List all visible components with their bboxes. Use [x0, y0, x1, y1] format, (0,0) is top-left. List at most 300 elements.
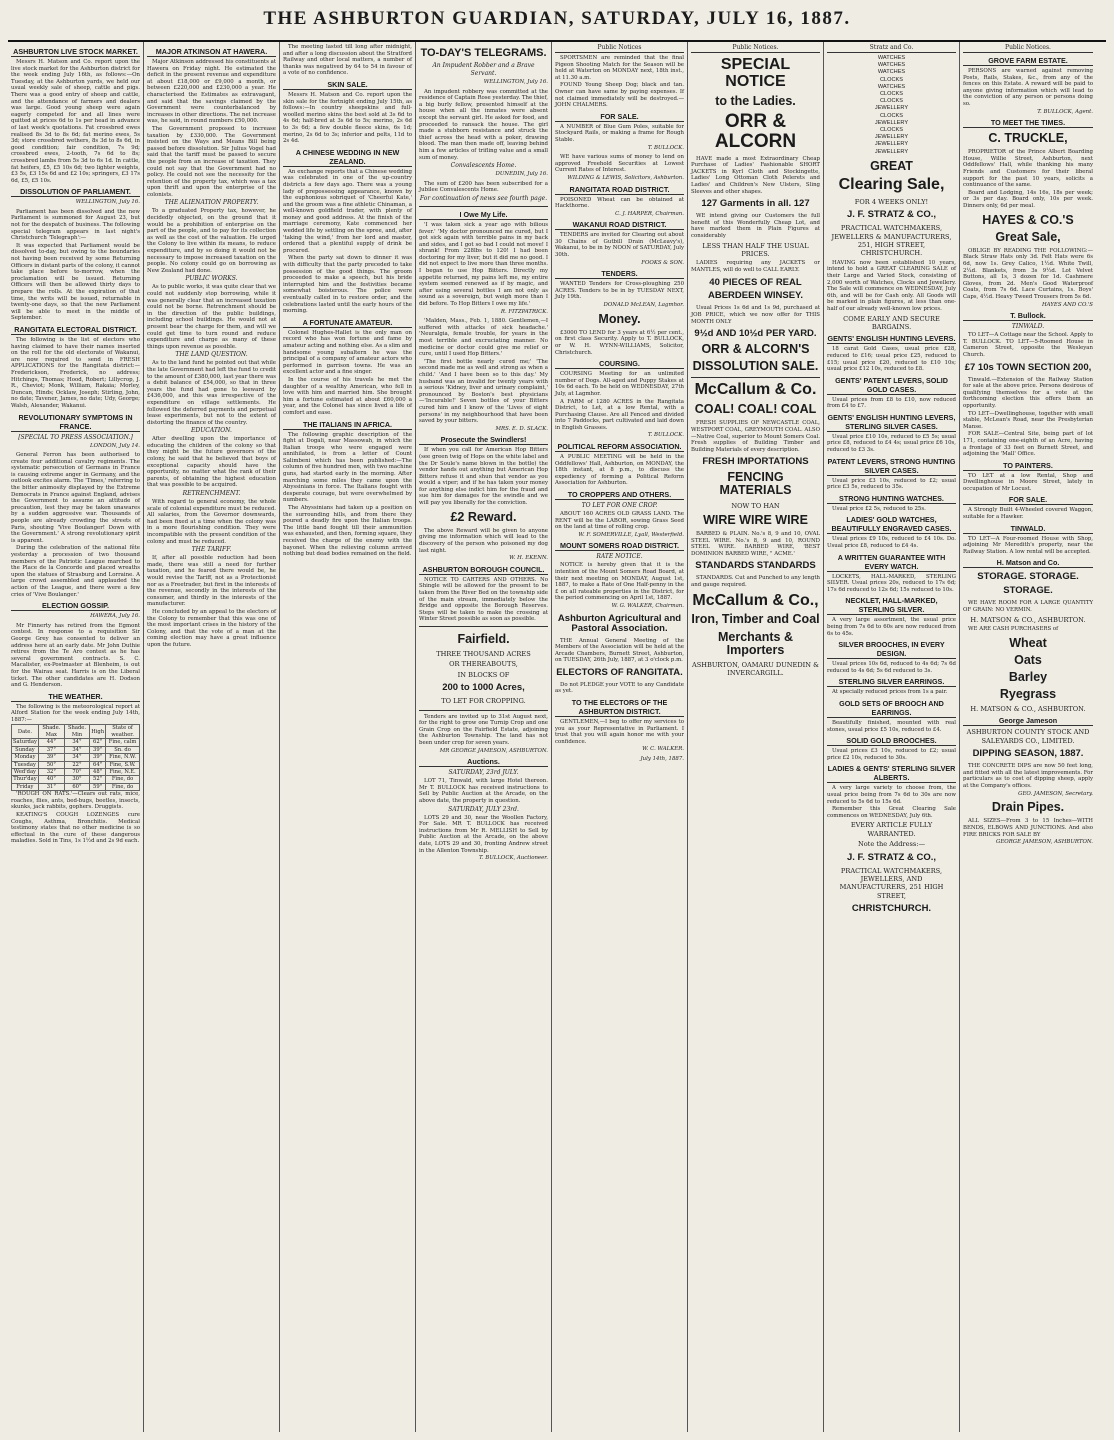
- notice-heading: FOR SALE.: [555, 112, 684, 122]
- weather-cell: 52°: [90, 776, 106, 783]
- column-7: [824, 42, 960, 1432]
- weather-header-cell: State of weather.: [106, 725, 140, 739]
- weather-cell: Sn. do: [106, 746, 140, 753]
- notice-heading: TO MEET THE TIMES.: [963, 118, 1093, 128]
- electors-rangitata-heading: ELECTORS OF RANGITATA.: [556, 666, 683, 678]
- column-6: [688, 42, 824, 1432]
- product-text: Usual price £3 10s, reduced to £2; usual price £3 5s, reduced to 35s.: [827, 477, 956, 491]
- signature: GEORGE JAMESON, ASHBURTON.: [996, 839, 1093, 846]
- notice-date: July 14th, 1887.: [640, 756, 684, 762]
- article-text: An exchange reports that a Chinese wedding was celebrated in one of the up-country districts a few days ago. There was a young lady of prepossessing appearance, known by the euphonious sobriquet of 'Cheerful Kate,' and the groom was a fine athletic Chinaman, a well-known goldfield trader, with plenty of money and good address. At the finish of the marriage ceremony, Kate commenced her wedded life by settling on the spree, and, after 'taking the wind,' from her lord and master, ordered that a plentiful supply of drink be procured.: [283, 168, 412, 254]
- headline-todays-telegrams: TO-DAY'S TELEGRAMS.: [420, 47, 547, 59]
- matson-line: H. MATSON & CO., ASHBURTON.: [970, 615, 1086, 624]
- product-text: At specially reduced prices from 1s a pair.: [832, 689, 948, 696]
- signature: C. J. HARPER, Chairman.: [615, 210, 684, 217]
- weather-cell: 22°: [64, 761, 89, 768]
- subheading: EDUCATION.: [191, 427, 232, 435]
- stack-line: CLOCKS: [879, 127, 903, 134]
- table-row: [12, 783, 140, 790]
- truckle-heading: C. TRUCKLE,: [988, 131, 1068, 146]
- signature: T. BULLOCK.: [647, 144, 684, 151]
- notice-text: TO LET—Dwellinghouse, together with small stable, McLean's Road, near the Presbyterian Manse.: [963, 410, 1093, 430]
- barley-heading: Barley: [1008, 669, 1048, 684]
- winsey-heading: 40 PIECES OF REAL: [709, 276, 802, 288]
- standards-heading: STANDARDS STANDARDS: [695, 560, 816, 572]
- product-text: Usual price £2 5s, reduced to 25s.: [832, 505, 926, 512]
- signature: T. BULLOCK, Agent.: [1037, 108, 1093, 115]
- headline-election-gossip: ELECTION GOSSIP.: [11, 601, 140, 611]
- advert-rough-on-rats: 'ROUGH ON RATS.'—Clears out rats, mice, roaches, flies, ants, bed-bugs, beetles, insects, skunks, jack rabbits, gophers. Druggists.: [11, 791, 140, 811]
- ryegrass-heading: Ryegrass: [999, 686, 1057, 701]
- notice-text: A NUMBER of Blue Gum Poles, suitable for Stockyard Rails, or making a frame for Rough Stable.: [555, 123, 684, 143]
- weather-cell: Fine, do: [106, 776, 140, 783]
- signature: W. H. EKENN.: [509, 555, 548, 562]
- wheat-heading: Wheat: [1009, 635, 1047, 650]
- headline-fortunate-amateur: A FORTUNATE AMATEUR.: [283, 318, 412, 328]
- stack-line: JEWELLERY: [874, 105, 909, 112]
- signature: DONALD McLEAN, Lagmhor.: [603, 302, 684, 309]
- weather-cell: Tuesday: [12, 761, 39, 768]
- weather-cell: 39°: [90, 746, 106, 753]
- notice-heading: FOR SALE.: [963, 495, 1093, 505]
- product-heading: STERLING SILVER EARRINGS.: [827, 677, 956, 687]
- signature: W. C. WALKER.: [642, 746, 684, 753]
- headline-major-atkinson: MAJOR ATKINSON AT HAWERA.: [147, 47, 276, 57]
- masthead: [0, 0, 1114, 40]
- signature: GEO. JAMESON, Secretary.: [1018, 790, 1093, 797]
- page-columns: [8, 40, 1106, 1436]
- notice-subheading: TO LET FOR ONE CROP.: [581, 502, 658, 510]
- fairfield-advert: [419, 626, 548, 711]
- article-text: After dwelling upon the importance of educating the children of the colony so that they might be the future governors of the colony, he said that he believed that boys of exceptional capacity should have the opportunity, no matter what the rank of their parents, of obtaining the highest education that was possible to be acquired.: [147, 436, 276, 489]
- fairfield-line: IN BLOCKS OF: [457, 670, 510, 679]
- advert-text: LADIES requiring any JACKETS or MANTLES, will do well to CALL EARLY.: [691, 260, 820, 273]
- bargains-line: COME EARLY AND SECURE BARGAINS.: [843, 314, 940, 331]
- article-text: Mr Finnerty has retired from the Egmont contest. In response to a requisition Sir George Grey has consented to deliver an address here at an early date. Mr John Duthie retires from the Te Aro contest as he has several government contracts. S. C. Macalister, ex-Postmaster at Blenheim, is out for the Wairau seat. Harris is on the Liberal ticket. The other candidates are H. Dodson and G. Henderson.: [11, 622, 140, 689]
- stack-line: CLOCKS: [879, 112, 903, 119]
- garments-heading: 127 Garments in all. 127: [701, 198, 810, 210]
- notice-heading: T. Bullock.: [963, 311, 1093, 321]
- notice-text: Tinwald.—Extension of the Railway Station for sale at the above price. Persons desirous of qualifying themselves for a vote at the forthcoming election this offers them an opportunity.: [963, 376, 1093, 409]
- weather-cell: 34°: [64, 754, 89, 761]
- notice-text: WANTED Tenders for Cross-ploughing 250 ACRES. Tenders to be in by TUESDAY NEXT, July 19th.: [555, 281, 684, 301]
- notice-text: COURSING Meeting for an unlimited number of Dogs. All-aged and Puppy Stakes at 10s 6d each. To be held on WEDNESDAY, 27th July, at Lagmhor.: [555, 371, 684, 397]
- stack-line: CLOCKS: [879, 98, 903, 105]
- headline-rangitata-electoral: RANGITATA ELECTORAL DISTRICT.: [11, 325, 140, 335]
- headline-revolutionary-france: REVOLUTIONARY SYMPTOMS IN FRANCE.: [11, 413, 140, 432]
- advert-text: The above Reward will be given to anyone giving me information which will lead to the discovery of the person who poisoned my dog last night.: [419, 527, 548, 554]
- weather-cell: Thur'day: [13, 776, 37, 783]
- article-text: As to public works, it was quite clear that we could not suddenly stop borrowing, while it was generally clear that an increased taxation could not be borne. Retrenchment should be in the direction of the public buildings, including school buildings. He would not at present bear the charge for them, and will we could get time to turn round and reduce expenditure and charge as many of these things upon revenue as possible.: [147, 284, 276, 350]
- weather-cell: 34°: [64, 739, 89, 746]
- price-per-yard: 9½d AND 10½d PER YARD.: [694, 328, 817, 340]
- headline-chinese-wedding: A CHINESE WEDDING IN NEW ZEALAND.: [283, 148, 412, 167]
- dissolution-sale-heading: DISSOLUTION SALE.: [692, 359, 819, 374]
- signature: T. BULLOCK, Auctioneer.: [479, 855, 548, 862]
- product-text: LOCKETS, HALL-MARKED, STERLING SILVER. Usual prices 20s, reduced to 17s 6d; 17s 6d reduced to 12s 6d; 15s reduced to 10s.: [827, 573, 956, 593]
- article-text: It was expected that Parliament would be dissolved to-day, but owing to the boundaries not having been received by some Returning Officers in distant parts of the colony, it cannot take place before to-morrow, when the proclamation will be issued. Returning Officers will then be allowed thirty days to prepare the rolls. At the expiration of that time, the writs will be issued, returnable in twenty-one days, so that the new Parliament will be able to meet in the middle of September.: [11, 242, 140, 322]
- advert-text: FRESH SUPPLIES OF NEWCASTLE COAL, WESTPORT COAL, GREYMOUTH COAL. ALSO—Native Coal, superior to Mount Somers Coal. Fresh supplies of Building Timber and Building Materials of every description.: [691, 420, 820, 453]
- subheading: THE TARIFF.: [191, 546, 232, 554]
- signature: W. G. WALKER, Chairman.: [611, 602, 684, 609]
- notice-heading: RANGITATA ROAD DISTRICT.: [555, 185, 684, 195]
- notice-heading: COURSING.: [555, 359, 684, 369]
- advert-text: STANDARDS. Cut and Punched to any length and gauge required.: [691, 575, 820, 589]
- headline-dissolution: DISSOLUTION OF PARLIAMENT.: [11, 187, 140, 197]
- advert-text: HAVING now been established 10 years, intend to hold a GREAT CLEARING SALE of their Large and Varied Stock, consisting of 2,000 worth of Watches, Clocks and Jewellery. The Sale will commence on WEDNESDAY, July 6th, and will be for Cash only. All Goods will be marked in plain figures, at less than one-half of our already well-known low prices.: [827, 259, 956, 312]
- advert-text: NOTICE TO CARTERS AND OTHERS. No Shingle will be allowed for the present to be taken from the River Bed on the township side of the main stream, immediately below the Bridge and opposite the Borough Reserves. Steps will be taken to make the crossing at Winter Street possible as soon as possible.: [419, 576, 548, 623]
- notice-heading: MOUNT SOMERS ROAD DISTRICT.: [555, 541, 684, 551]
- weather-cell: 48°: [90, 768, 106, 775]
- article-text: With regard to general economy, the whole scale of colonial expenditure must be reduced. All salaries, from the Governor downwards, had been fixed at a time when the colony was in a more flourishing condition. They were incompatible with the present condition of the colony and must be reduced.: [147, 499, 276, 545]
- great-heading: GREAT: [870, 158, 913, 173]
- headline-borough-council: ASHBURTON BOROUGH COUNCIL.: [419, 565, 548, 575]
- agricultural-association-heading: Ashburton Agricultural and Pastoral Association.: [557, 612, 682, 634]
- dateline: WELLINGTON, July 16.: [483, 79, 548, 85]
- product-heading: STRONG HUNTING WATCHES.: [827, 494, 956, 504]
- column-heading: Public Notices.: [691, 44, 820, 53]
- advert-text: 'I was taken sick a year ago with bilious fever.' 'My doctor pronounced me cured, but I got sick again with terrible pains in my back and sides, and I got so bad I could not move! I shrank! From 228lbs to 120! I had been doctoring for my liver, but it did me no good. I did not expect to live more than three months. I began to use Hop Bitters. Directly my appetite returned, my pains left me, my entire system seemed renewed as if by magic, and after using several bottles I am not only as sound as a sovereign, but weigh more than I did before. To Hop Bitters I owe my life.': [419, 221, 548, 308]
- advert-keatings-lozenges: KEATING'S COUGH LOZENGES cure Coughs, Asthma, Bronchitis. Medical testimony states that no other medicine is so effectual in the cure of these dangerous maladies. Sold in Tins, 1s 1½d and 2s 9d each.: [11, 811, 140, 845]
- dateline: HAWERA, July 16.: [90, 613, 140, 620]
- oats-heading: Oats: [1014, 652, 1042, 667]
- product-text: Beautifully finished, mounted with real stones, usual price £5 10s, reduced to £4.: [827, 719, 956, 733]
- weather-cell: 39°: [90, 754, 106, 761]
- subheading: THE ALIENATION PROPERTY.: [164, 199, 259, 207]
- notice-heading: GROVE FARM ESTATE.: [963, 56, 1093, 66]
- article-text: If, after all possible reduction had been made, there was still a need for further taxation, and he feared there would be, he would revise the Tariff, not as a Protectionist nor as a Freetrader, but first in the interests of the revenue, secondly in the interests of the consumer, and thirdly in the interests of the manufacturer.: [147, 555, 276, 608]
- weather-cell: 30°: [64, 776, 89, 783]
- article-text: The sum of £200 has been subscribed for a Jubilee Convalescents Home.: [419, 180, 548, 194]
- headline-owe-my-life: I Owe My Life.: [419, 210, 548, 220]
- weather-cell: Fine, do: [106, 783, 140, 790]
- notice-text: GENTLEMEN,—I beg to offer my services to you as your Representative in Parliament. I trust that you will again honor me with your confidence.: [555, 719, 684, 745]
- weather-cell: Friday: [12, 783, 39, 790]
- article-text: The Abyssinians had taken up a position on the surrounding hills, and from there they poured a deadly fire upon the Italian troops. The little band fought till their ammunition was exhausted, and then, forming square, they received the charge of the enemy with the bayonet. When the relieving column arrived nothing but dead bodies remained on the field.: [283, 505, 412, 558]
- stratz-heading-2: J. F. STRATZ & CO.,: [846, 851, 937, 863]
- notice-text: Board and Lodging, 14s 16s, 18s per week; or 3s per day. Board only, 10s per week. Dinners only, 6d per meal.: [963, 189, 1093, 210]
- drain-pipes-heading: Drain Pipes.: [991, 800, 1065, 815]
- article-text: Colonel Hughes-Hallet is the only man on record who has won fortune and fame by amateur acting and nothing else. As a slim and handsome young subaltern he was the principal of a company of amateur actors who performed in garrison towns. He was an excellent actor and a fine singer.: [283, 329, 412, 376]
- article-text: The Government proposed to increase taxation by £330,000. The Government insisted on the Ways and Means Bill being passed before dissolution. Sir Julius Vogel had said that the tariff must be passed to secure the people from an increase of taxation. They could not say that the Government had no policy. He could not see the necessity for the retention of the property tax, which was a tax upon thrift and upon the enterprise of the colonists.: [147, 125, 276, 198]
- signature: T. BULLOCK.: [647, 432, 684, 439]
- product-text: Usual prices 10s 6d, reduced to 4s 6d; 7s 6d reduced to 4s 6d; 5s 6d reduced to 3s.: [827, 661, 956, 674]
- notice-text: POISONED Wheat can be obtained at Hackthorne.: [555, 196, 684, 210]
- clearing-sale-heading: Clearing Sale,: [838, 175, 945, 193]
- article-text: The following is the list of electors who having claimed to have their names inserted on the roll for the old electorate of Wakanui, are now required to send in FRESH APPLICATIONS for the Rangitata district:—Frederickson, Frederick, no address; Hitchings, Thomas; Hood, Robert; Lillycrop, J. R., Cheviot; Monk, William, Rakaia; Morley, Duncan, Hinds; Ocklaw, Joseph; Stirling, John, no date; Tavener, James, no date; Udy, George; Walsh, Alexander, Wakanui.: [11, 336, 140, 409]
- signature: HAYES AND CO.'S: [1041, 301, 1093, 308]
- notice-text: A Strongly Built 4-Wheeled covered Waggon, suitable for a Hawker.: [963, 507, 1093, 521]
- subheading: RETRENCHMENT.: [182, 490, 241, 498]
- article-text: General Ferron has been authorised to create four additional cavalry regiments. The systematic persecution of Germans in France is causing extreme anger in Germany, and the outlook excites alarm. The 'Times,' referring to the bitter animosity displayed by the Extreme Democrats in France against England, advises the Government to assume an attitude of precaution, lest they may be taken unawares by a sudden aggressive war. Thousands of people are already crowding the streets of Paris, shouting 'Vive Boulanger! Down with the Government.' A strong revolutionary spirit is apparent.: [11, 452, 140, 544]
- notice-heading: TO CROPPERS AND OTHERS.: [555, 490, 684, 500]
- orr-alcorn-heading: ORR & ALCORN: [714, 110, 797, 152]
- notice-text: WE HAVE ROOM FOR A LARGE QUANTITY OF GRAIN: NO VERMIN.: [963, 600, 1093, 613]
- notice-heading: POLITICAL REFORM ASSOCIATION.: [555, 442, 684, 452]
- column-heading: Stratz and Co.: [827, 44, 956, 53]
- dateline: WELLINGTON, July 16.: [75, 199, 140, 206]
- table-row: [12, 776, 140, 783]
- mccallum-heading-2: McCallum & Co.,: [692, 591, 819, 609]
- weather-cell: 60°: [64, 783, 89, 790]
- headline-live-stock: ASHBURTON LIVE STOCK MARKET.: [11, 47, 140, 57]
- branches-line: ASHBURTON, OAMARU DUNEDIN & INVERCARGILL.: [692, 660, 819, 678]
- weather-cell: Sunday: [12, 746, 39, 753]
- headline-italians-africa: THE ITALIANS IN AFRICA.: [283, 420, 412, 430]
- notice-heading: TENDERS.: [555, 269, 684, 279]
- notice-heading: TINWALD.: [963, 524, 1093, 534]
- notice-text: ALL SIZES—From 3 to 15 Inches—WITH BENDS, ELBOWS AND JUNCTIONS. And also FIRE BRICKS FOR SALE BY: [963, 818, 1093, 838]
- subheading: PUBLIC WORKS.: [185, 275, 238, 283]
- notice-text: WE ARE CASH PURCHASERS of: [968, 625, 1059, 632]
- dateline: DUNEDIN, July 16.: [495, 171, 548, 178]
- product-text: Remember this Great Clearing Sale commences on WEDNESDAY, July 6th.: [827, 806, 956, 819]
- table-row: [12, 761, 140, 768]
- fairfield-line: OR THEREABOUTS,: [449, 660, 518, 669]
- notice-text: ABOUT 160 ACRES OLD GRASS LAND. The RENT will be the LABOR, sowing Grass Seed on the land at time of rolling crop.: [555, 511, 684, 531]
- notice-text: Do not PLEDGE your VOTE to any Candidate as yet.: [555, 681, 684, 695]
- notice-subheading: TINWALD.: [1011, 323, 1045, 331]
- signature: W. F. SOMERVILLE, Lyall, Westerfield.: [578, 531, 684, 538]
- fairfield-line: THREE THOUSAND ACRES: [436, 650, 531, 659]
- subheading: THE LAND QUESTION.: [175, 351, 248, 359]
- product-heading: SOLID GOLD BROOCHES.: [827, 736, 956, 746]
- watches-clocks-stack: [827, 55, 956, 156]
- auction-date: SATURDAY, JULY 23rd.: [448, 805, 519, 813]
- product-heading: LADIES & GENTS' STERLING SILVER ALBERTS.: [827, 764, 956, 783]
- article-text: The meeting lasted till long after midnight, and after a long discussion about the Stratford Railway and other local matters, a number of thanks was negatived by 64 to 54 in favour of a vote of no confidence.: [283, 44, 412, 77]
- article-text: The following is the meteorological report at Alford Station for the week ending July 14th, 1887:—: [11, 703, 140, 723]
- notice-heading: TO PAINTERS.: [963, 461, 1093, 471]
- weather-cell: 32°: [38, 768, 64, 775]
- column-8: [960, 42, 1096, 1432]
- weather-cell: 31°: [38, 783, 64, 790]
- continuation-note: For continuation of news see fourth page.: [419, 194, 548, 202]
- column-heading: Public Notices: [555, 44, 684, 53]
- advert-text: Usual Prices 1s 6d and 1s 9d, purchased at JOB PRICE, which we now offer for THIS MONTH ONLY: [691, 305, 820, 325]
- weather-cell: Monday: [12, 754, 39, 761]
- mccallum-heading: McCallum & Co.: [694, 381, 817, 399]
- divider: [691, 377, 820, 378]
- advert-text: WE intend giving our Customers the full benefit of this Wonderfully Cheap Lot, and have marked them in Plain Figures at considerably: [691, 213, 820, 239]
- stratz-heading: J. F. STRATZ & CO.,: [846, 209, 937, 221]
- article-text: During the celebration of the national fête yesterday a procession of two thousand members of the Patriotic League marched to the Place de la Concorde and placed wreaths upon the statues of Strasburg and Lorraine. A large crowd assembled and applauded the action of the League, and there were a few cries of 'Vive Boulanger.': [11, 545, 140, 598]
- notice-text: THE Annual General Meeting of the Members of the Association will be held at the Arcade Chambers, Burnett Street, Ashburton, on TUESDAY, 26th July, 1887, at 3 o'clock p.m.: [555, 637, 684, 664]
- subheading: An Impudent Robber and a Brave Servant.: [432, 62, 535, 77]
- weather-table-header: [12, 725, 140, 739]
- fresh-importations-heading: FRESH IMPORTATIONS: [702, 456, 809, 468]
- notice-text: TO LET—A Four-roomed House with Shop, adjoining Mr Meredith's property, near the Railway Station. A low rental will be accepted.: [963, 535, 1093, 555]
- article-text: Major Atkinson addressed his constituents at Hawera on Friday night. He estimated the deficit in the present revenue and expenditure at about £18,000 or £9,000 a month, or between £220,000 and £230,000 a year. He characterised the Estimates as extravagant, and said that the savings claimed by the Government were counterbalanced by increases in other directions. The net increase was, he said, in round numbers £50,000.: [147, 59, 276, 125]
- weather-cell: 50°: [38, 761, 64, 768]
- matson-line-2: H. MATSON & CO., ASHBURTON.: [970, 705, 1086, 714]
- subheading: Convalescents Home.: [450, 162, 517, 170]
- notice-heading: TO THE ELECTORS OF THE ASHBURTON DISTRICT.: [555, 698, 684, 717]
- article-text: Messrs H. Matson and Co. report upon the skin sale for the fortnight ending July 15th, as follows:—In country sheepskins and full-woolled merino skins the best sold at 3s 6d to 4s 6d; half-bred at 3s 6d to 5s; merino, 2s 6d to 3s 6d; a few double fleece skins, 6s 1d; merino, 2s 6d to 3s; inferior and pelts, 11d to 2s 4d.: [283, 91, 412, 145]
- fairfield-acres: 200 to 1000 Acres,: [442, 682, 525, 694]
- article-text: The following graphic description of the fight at Dogali, near Massowah, in which the Italian troops who were engaged were annihilated, is from a letter of Count Salimbeni which has been published:—The column of five hundred men, with two machine guns, had started early in the morning. After marching some miles they came upon the Abyssinians in force. The Italians fought with desperate courage, but were overwhelmed by numbers.: [283, 431, 412, 504]
- product-heading: PATENT LEVERS, STRONG HUNTING SILVER CASES.: [827, 456, 956, 475]
- product-heading: A WRITTEN GUARANTEE WITH EVERY WATCH.: [827, 553, 956, 572]
- weather-cell: 70°: [64, 768, 89, 775]
- advert-text: Tenders are invited up to 31st August next, for the right to grow one Turnip Crop and one Grain Crop on the Fairfield Estate, adjoining the Ashburton Township. The land has not been under crop for seven years.: [419, 713, 548, 746]
- stack-line: JEWELLERY: [874, 148, 909, 155]
- notice-text: FOR SALE—Central Site, being part of lot 171, containing one-eighth of an Acre, having a frontage of 33 feet on Burnett Street, and adjoining the 'Mall' Office.: [963, 431, 1093, 458]
- product-heading: LADIES' GOLD WATCHES, BEAUTIFULLY ENGRAVED CASES.: [827, 515, 956, 534]
- signature: MR GEORGE JAMESON, ASHBURTON.: [439, 747, 548, 754]
- notice-text: TO LET at a low Rental, Shop and Dwellinghouse in Moore Street, lately in occupation of Mr Locust.: [963, 472, 1093, 492]
- wire-heading: WIRE WIRE WIRE: [703, 512, 808, 527]
- advert-text: LOTS 29 and 30, near the Woollen Factory, For Sale. MR T. BULLOCK has received instructions from Mr R. MELLISH to Sell by Public Auction at the Arcade, on the above date, LOTS 29 and 30, fronting Andrew street in the Allenton Township.: [419, 814, 548, 854]
- column-1: [8, 42, 144, 1432]
- notice-text: £3000 TO LEND for 3 years at 6½ per cent., on first class Security. Apply to T. BULLOCK, or W. H. WYNN-WILLIAMS, Solicitor, Christchurch.: [555, 329, 684, 356]
- stack-line: CLOCKS: [879, 76, 903, 83]
- signature: MRS. E. D. SLACK.: [495, 425, 548, 432]
- article-text: As to the land fund he pointed out that while the late Government had left the fund to credit to the amount of £380,000, last year there was a debit balance of £54,000, so that in three years the fund had gone to leeward by £436,000, and this was irrespective of the expenditure on village settlements. He followed the deferred payments and perpetual lease experiments, but not to the extent of distorting the finance of the country.: [147, 360, 276, 426]
- article-text: An impudent robbery was committed at the residence of Captain Rose yesterday. The thief, a big burly fellow, presented himself at the house when all the inmates were absent except the servant girl. He asked for food, and proceeded to ransack the house. The girl made a stubborn resistance and struck the thief across the head with a poker, drawing blood. The man then made off, leaving behind him a few articles of trifling value and a small sum of money.: [419, 88, 548, 161]
- weather-cell: 59°: [90, 783, 106, 790]
- address-note: Note the Address:—: [857, 840, 926, 849]
- notice-text: TENDERS are invited for Clearing out about 30 Chains of Gutbill Drain (McLeavy's), Wakanui, to be in by NOON of SATURDAY, July 30th.: [555, 232, 684, 259]
- stack-line: CLOCKS: [879, 91, 903, 98]
- column-2: [144, 42, 280, 1432]
- money-heading: Money.: [598, 311, 641, 326]
- article-text: Messrs H. Matson and Co. report upon the live stock market for the Ashburton district for the week ending July 16th, as follows:—On Tuesday, at the Ashburton yards, we held our usual weekly sale of sheep, cattle and pigs. There was a good entry of sheep and cattle, and the attendance of farmers and dealers was large. Good young sheep were again eagerly competed for and all lines were quitted at prices 6d to 1s per head in advance of last week's quotations. Fat crossbred ewes realised 8s 3d to 8s 6d; fat merino ewes, 5s 3d; store crossbred wethers, 8s 3d to 8s 6d, in good condition; fair condition, 7s 9d; crossbred ewes, 2-tooth, 7s 6d to 8s; crossbred lambs from 5s 3d to 6s 1d. In cattle, fat heifers, £5, £5 10s 6d; two lighter weights, £3 5s, £3 15s 6d and £2 10s; springers, £3 17s 6d, £5, £5 10s.: [11, 59, 140, 184]
- product-text: Usual price £10 10s, reduced to £5 5s; usual price £8, reduced to £4 4s; usual price £6 10s, reduced to £3 3s.: [827, 433, 956, 454]
- column-4: [416, 42, 552, 1432]
- weather-header-cell: High: [90, 725, 106, 739]
- winsey-heading-2: ABERDEEN WINSEY.: [707, 290, 803, 302]
- saleyards-line: ASHBURTON COUNTY STOCK AND SALEYARDS CO., LIMITED.: [966, 728, 1090, 745]
- product-heading: GOLD SETS OF BROOCH AND EARRINGS.: [827, 699, 956, 718]
- notice-text: OBLIGE BY READING THE FOLLOWING:—Black Straw Hats only 3d. Felt Hats were 6s 6d, now 1s. Grey Calico, 1½d. White Twill, 2¼d. Blankets, from 3s 9½d. Lot Velvet Buttons, all 1s, 3 dozen for 1d. Cashmere Gloves, from 2d. Men's Good Waterproof Coats, from 7s 6d. Lace Curtains, 1s. Boys' Caps, 4½d. Heavy Tweed Trousers from 5s 6d.: [963, 247, 1093, 301]
- notice-heading: George Jameson: [963, 716, 1093, 726]
- weather-cell: 40°: [38, 776, 64, 783]
- notice-text: TO LET—A Cottage near the School. Apply to T. BULLOCK. TO LET—5-Roomed House in Cameron Street, opposite the Wesleyan Church.: [963, 332, 1093, 358]
- notice-heading: WAKANUI ROAD DISTRICT.: [555, 220, 684, 230]
- weather-cell: 34°: [64, 746, 89, 753]
- product-text: Usual prices £9 10s, reduced to £4 10s. Do. Usual price £8, reduced to £4 4s.: [827, 536, 956, 550]
- great-sale-heading: Great Sale,: [995, 229, 1061, 244]
- product-heading: GENTS' ENGLISH HUNTING LEVERS, STERLING SILVER CASES.: [827, 412, 956, 431]
- signature: FOOKS & SON.: [641, 259, 684, 266]
- advert-text: HAVE made a most Extraordinary Cheap Purchase of Ladies' Fashionable SHORT JACKETS in Kyrl Cloth and Stockingette, Ladies' Long Ottoman Cloth Pelerets and Ladies' and Children's New Ulsters, Sling Sleeves and other shapes.: [691, 155, 820, 195]
- signature: R. FITZPATRICK.: [500, 308, 548, 315]
- weather-cell: Wed'day: [12, 768, 39, 775]
- stack-line: WATCHES: [877, 83, 906, 90]
- weather-table: [11, 724, 140, 791]
- weather-header-cell: Shade. Min: [64, 725, 89, 739]
- column-3: [280, 42, 416, 1432]
- article-text: When the party sat down to dinner it was with difficulty that the party preceded to take possession of the good things. The groom proceeded to make a speech, but his bride interrupted him and the festivities became somewhat boisterous. The police were eventually called in to restore order, and the celebrations lasted until the early hours of the morning.: [283, 255, 412, 315]
- product-text: A very large assortment, the usual price being from 7s 6d to 60s are now reduced from 6s to 45s.: [827, 617, 956, 637]
- notice-text: NOTICE is hereby given that it is the intention of the Mount Somers Road Board, at their next meeting on MONDAY, August 1st, 1887, to make a Rate of One Half-penny in the £ on all rateable properties in the District, for the period commencing on April 1st, 1887.: [555, 562, 684, 602]
- weather-cell: Fine, S.W.: [106, 761, 140, 768]
- stratz-address: PRACTICAL WATCHMAKERS, JEWELLERS & MANUFACTURERS, 251, HIGH STREET, CHRISTCHURCH.: [831, 224, 952, 258]
- weather-cell: 39°: [38, 754, 64, 761]
- storage-heading-2: STORAGE.: [1003, 585, 1053, 597]
- table-row: [12, 754, 140, 761]
- notice-heading: H. Matson and Co.: [963, 558, 1093, 568]
- iron-timber-coal-heading: Iron, Timber and Coal: [691, 612, 820, 627]
- orr-alcorn-dissolution: ORR & ALCORN'S: [701, 342, 810, 357]
- stratz-address-2: PRACTICAL WATCHMAKERS, JEWELLERS, AND MANUFACTURERS, 251 HIGH STREET,: [839, 866, 944, 900]
- hayes-heading: HAYES & CO.'S: [982, 212, 1074, 227]
- weather-cell: Fine, calm: [106, 739, 140, 746]
- weather-header-cell: Shade. Max: [38, 725, 64, 739]
- town-section-heading: £7 10s TOWN SECTION 200,: [964, 361, 1092, 373]
- stack-line: JEWELLERY: [874, 119, 909, 126]
- advert-text: LOT 71, Tinwald, with large Hotel thereon. Mr T. BULLOCK has received instructions to Sell by Public Auction at the Arcade, on the above date, the property in question.: [419, 778, 548, 804]
- article-text: In the course of his travels he met the daughter of a wealthy American, who fell in love with him and married him. She brought him a fortune estimated at about £60,000 a year, and the Colonel has since lived a life of comfort and ease.: [283, 376, 412, 416]
- half-price-line: LESS THAN HALF THE USUAL PRICES.: [702, 241, 809, 258]
- weather-cell: Fine, N.W.: [106, 754, 140, 761]
- stack-line: WATCHES: [877, 69, 906, 76]
- warranty-line: EVERY ARTICLE FULLY WARRANTED.: [850, 821, 933, 838]
- weather-cell: Fine, N.E.: [106, 768, 140, 775]
- special-notice-heading: SPECIAL NOTICE: [720, 56, 791, 90]
- fairfield-title: Fairfield.: [457, 631, 510, 646]
- headline-reward: £2 Reward.: [450, 509, 517, 524]
- notice-text: WE have various sums of money to lend on approved Freehold Securities at Lowest Current Rates of Interest.: [555, 154, 684, 174]
- advert-text: If when you call for American Hop Bitters (see green twig of Hops on the white label and the Dr Soule's name blown in the bottle) the vendor hands out anything but American Hop Bitters refuse it and shun that vendor as you would a viper; and if he has taken your money for anything else indict him for the fraud and sue him for damages for the swindle and we will pay you liberally for the conviction.: [419, 447, 548, 507]
- table-row: [12, 739, 140, 746]
- stack-line: JEWELLERY: [874, 134, 909, 141]
- headline-weather: THE WEATHER.: [11, 692, 140, 702]
- table-row: [12, 746, 140, 753]
- notice-text: A FARM of 1280 ACRES in the Rangitata District, to Let, at a low Rental, with a Purchasing Clause. Are all Fenced and divided into 7 Paddocks, part cultivated and laid down in English Grasses.: [555, 398, 684, 431]
- product-text: Usual prices from £8 to £10, now reduced from £4 to £7.: [827, 396, 956, 410]
- headline-prosecute-swindlers: Prosecute the Swindlers!: [419, 435, 548, 445]
- article-text: He concluded by an appeal to the electors of the Colony to remember that this was one of the most important crises in the history of the Colony, and that the vote of a man at the coming election may have a great influence upon the future.: [147, 608, 276, 648]
- weather-cell: 64°: [90, 761, 106, 768]
- merchants-importers-heading: Merchants & Importers: [717, 629, 794, 657]
- auction-date: SATURDAY, 23rd JULY.: [448, 769, 519, 777]
- weather-header-cell: Date.: [12, 725, 39, 739]
- product-heading: GENTS' PATENT LEVERS, SOLID GOLD CASES.: [827, 376, 956, 395]
- headline-auctions: Auctions.: [419, 757, 548, 767]
- advert-text: 'The first bottle nearly cured me;' 'The second made me as well and strong as when a child.' 'And I have been so to this day.' My husband was an invalid for twenty years with a serious 'Kidney, liver and urinary complaint,' pronounced by Boston's best physicians—'Incurable!' Seven bottles of your Bitters cured him and I know of the 'Lives of eight persons' in my neighbourhood that have been saved by your bitters.: [419, 358, 548, 425]
- notice-text: THE CONCRETE DIPS are now 50 feet long, and fitted with all the latest improvements. For particulars as to cost of dipping sheep, apply at the Company's offices.: [963, 763, 1093, 790]
- dateline: LONDON, July 14.: [90, 442, 140, 449]
- four-weeks-line: FOR 4 WEEKS ONLY!: [854, 197, 929, 206]
- notice-text: PROPRIETOR of the Prince Albert Boarding House, Willie Street, Ashburton, next Oddfellows' Hall, while thanking his many Friends and Customers for their liberal support for the past 10 years, solicits a continuance of the same.: [963, 149, 1093, 189]
- weather-cell: 37°: [38, 746, 64, 753]
- notice-subheading: RATE NOTICE.: [596, 553, 643, 561]
- advert-text: BARBED & PLAIN. No.'s 8, 9 and 10, OVAL STEEL WIRE. No.'s 8, 9 and 10, ROUND STEEL WIRE. BARBED WIRE, 'BEST DOMINION BARBED WIRE, " ACME.': [691, 531, 820, 557]
- product-text: Usual prices £3 10s, reduced to £2; usual price £2 10s, reduced to 30s.: [827, 748, 956, 761]
- notice-text: FOUND Young Sheep Dog; black and tan. Owner can have same by paying expenses. If not claimed immediately will be destroyed.—JOHN CHALMERS.: [555, 82, 684, 109]
- ladies-heading: to the Ladies.: [715, 93, 796, 108]
- fairfield-line: TO LET FOR CROPPING.: [441, 697, 526, 706]
- coal-heading: COAL! COAL! COAL: [694, 402, 817, 417]
- signature: WILDING & LEWIS, Solicitors, Ashburton.: [567, 174, 684, 181]
- storage-heading: STORAGE. STORAGE.: [977, 571, 1079, 583]
- column-heading: Public Notices.: [963, 44, 1093, 53]
- notice-text: PERSONS are warned against removing Posts, Rails, Stakes, &c., from any of the fences on this Estate. A reward will be paid to anyone giving information which will lead to the conviction of any person or persons doing so.: [963, 68, 1093, 107]
- headline-skin-sale: SKIN SALE.: [283, 80, 412, 90]
- product-heading: SILVER BROOCHES, IN EVERY DESIGN.: [827, 640, 956, 659]
- fencing-materials-heading: FENCING MATERIALS: [719, 470, 792, 498]
- article-text: Parliament has been dissolved and the new Parliament is summoned for August 23, but not for the despatch of business. The following special telegram appears in last night's Christchurch 'Telegraph':—: [11, 208, 140, 242]
- product-text: 18 carat Gold Cases, usual price £28, reduced to £16; usual price £25, reduced to £15; usual price £20, reduced to £10 10s; usual price £12 10s, reduced to £8.: [827, 346, 956, 373]
- dipping-season-heading: DIPPING SEASON, 1887.: [972, 748, 1084, 760]
- christchurch-heading: CHRISTCHURCH.: [851, 903, 932, 915]
- weather-cell: 62°: [90, 739, 106, 746]
- weather-cell: 44°: [38, 739, 64, 746]
- product-heading: NECKLET, HALL-MARKED, STERLING SILVER.: [827, 596, 956, 615]
- stack-line: JEWELLERY: [874, 141, 909, 148]
